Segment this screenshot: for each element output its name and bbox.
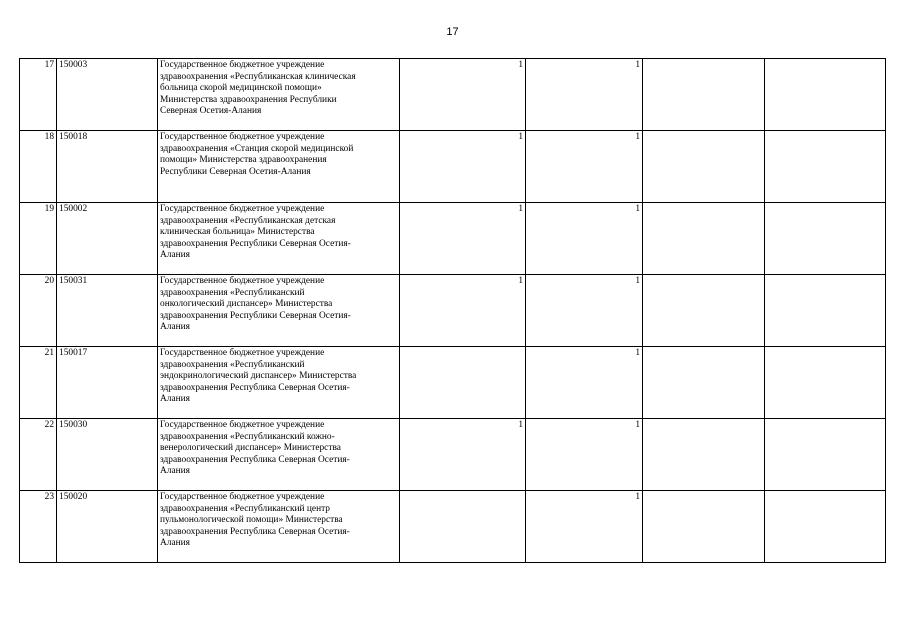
- org-name: Государственное бюджетное учреждение здравоохранения «Республиканская клиническая больница скорой медицинской помощи» Министерства здравоохранения Республики Северная Осетия-Алания: [158, 59, 400, 131]
- value-cell-1: 1: [400, 203, 526, 275]
- org-name: Государственное бюджетное учреждение здравоохранения «Станция скорой медицинской помощи» Министерства здравоохранения Республики Северная Осетия-Алания: [158, 131, 400, 203]
- value-cell-4: [765, 347, 886, 419]
- value-cell-4: [765, 131, 886, 203]
- value-cell-2: 1: [526, 131, 643, 203]
- page-number: 17: [446, 26, 459, 38]
- row-number: 23: [20, 491, 57, 563]
- org-name: Государственное бюджетное учреждение здравоохранения «Республиканский эндокринологический диспансер» Министерства здравоохранения Республика Северная Осетия- Алания: [158, 347, 400, 419]
- table-row: [20, 131, 886, 203]
- org-code: 150002: [57, 203, 158, 275]
- value-cell-4: [765, 59, 886, 131]
- org-code: 150003: [57, 59, 158, 131]
- value-cell-1: [400, 491, 526, 563]
- row-number: 20: [20, 275, 57, 347]
- row-number: 17: [20, 59, 57, 131]
- value-cell-1: 1: [400, 275, 526, 347]
- value-cell-1: 1: [400, 131, 526, 203]
- org-name: Государственное бюджетное учреждение здравоохранения «Республиканский кожно- венерологический диспансер» Министерства здравоохранения Республика Северная Осетия- Алания: [158, 419, 400, 491]
- org-name: Государственное бюджетное учреждение здравоохранения «Республиканская детская клиническая больница» Министерства здравоохранения Республики Северная Осетия- Алания: [158, 203, 400, 275]
- value-cell-4: [765, 491, 886, 563]
- table-row: [20, 275, 886, 347]
- table-row: [20, 419, 886, 491]
- org-code: 150018: [57, 131, 158, 203]
- row-number: 18: [20, 131, 57, 203]
- table-row: [20, 491, 886, 563]
- value-cell-3: [643, 203, 765, 275]
- org-name: Государственное бюджетное учреждение здравоохранения «Республиканский онкологический диспансер» Министерства здравоохранения Республики Северная Осетия- Алания: [158, 275, 400, 347]
- org-name: Государственное бюджетное учреждение здравоохранения «Республиканский центр пульмонологической помощи» Министерства здравоохранения Республика Северная Осетия- Алания: [158, 491, 400, 563]
- value-cell-3: [643, 275, 765, 347]
- value-cell-3: [643, 419, 765, 491]
- value-cell-2: 1: [526, 275, 643, 347]
- table-row: [20, 203, 886, 275]
- row-number: 22: [20, 419, 57, 491]
- org-code: 150030: [57, 419, 158, 491]
- value-cell-4: [765, 275, 886, 347]
- org-code: 150017: [57, 347, 158, 419]
- value-cell-3: [643, 491, 765, 563]
- value-cell-2: 1: [526, 59, 643, 131]
- value-cell-4: [765, 419, 886, 491]
- table-row: [20, 347, 886, 419]
- value-cell-2: 1: [526, 491, 643, 563]
- table-row: [20, 59, 886, 131]
- value-cell-3: [643, 59, 765, 131]
- value-cell-3: [643, 347, 765, 419]
- value-cell-1: [400, 347, 526, 419]
- value-cell-1: 1: [400, 419, 526, 491]
- value-cell-3: [643, 131, 765, 203]
- row-number: 21: [20, 347, 57, 419]
- table-body: [20, 59, 886, 563]
- org-code: 150031: [57, 275, 158, 347]
- org-code: 150020: [57, 491, 158, 563]
- value-cell-4: [765, 203, 886, 275]
- value-cell-2: 1: [526, 203, 643, 275]
- value-cell-2: 1: [526, 347, 643, 419]
- row-number: 19: [20, 203, 57, 275]
- value-cell-2: 1: [526, 419, 643, 491]
- organizations-table: [19, 58, 886, 563]
- value-cell-1: 1: [400, 59, 526, 131]
